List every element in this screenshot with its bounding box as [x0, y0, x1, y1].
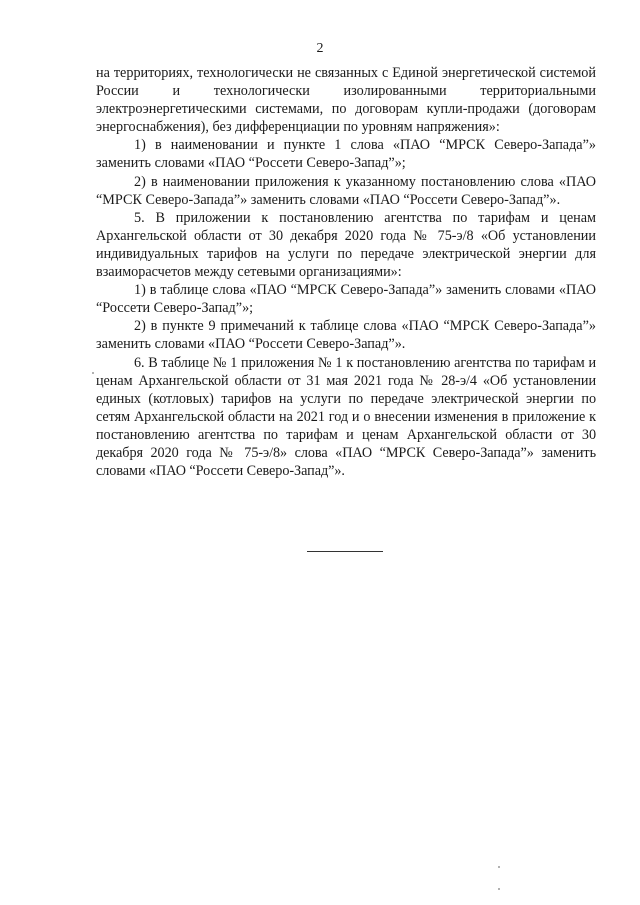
- paragraph-item-4-1: 1) в наименовании и пункте 1 слова «ПАО “МРСК Северо-Запада”» заменить словами «ПАО “Россети Северо-Запад”»;: [96, 137, 596, 172]
- document-body: [96, 64, 596, 480]
- paragraph-item-5-2: 2) в пункте 9 примечаний к таблице слова «ПАО “МРСК Северо-Запада”» заменить словами «ПАО “Россети Северо-Запад”».: [96, 318, 596, 353]
- scan-speck: [498, 866, 500, 868]
- paragraph-item-5-1: 1) в таблице слова «ПАО “МРСК Северо-Запада”» заменить словами «ПАО “Россети Северо-Запад”»;: [96, 282, 596, 317]
- paragraph-clause-6: 6. В таблице № 1 приложения № 1 к постановлению агентства по тарифам и ценам Архангельской области от 31 мая 2021 года № 28-э/4 «Об установлении единых (котловых) тарифов на услуги по передаче электрической энергии по сетям Архангельской области на 2021 год и о внесении изменения в приложение к постановлению агентства по тарифам и ценам Архангельской области от 30 декабря 2020 года № 75-э/8» слова «ПАО “МРСК Северо-Запада”» заменить словами «ПАО “Россети Северо-Запад”».: [96, 354, 596, 480]
- end-of-text-divider: [307, 551, 383, 552]
- scan-speck: [498, 888, 500, 890]
- page-number: 2: [316, 41, 324, 56]
- paragraph-item-4-2: 2) в наименовании приложения к указанному постановлению слова «ПАО “МРСК Северо-Запада”» заменить словами «ПАО “Россети Северо-Запад”».: [96, 173, 596, 208]
- scan-speck: [92, 372, 94, 374]
- paragraph-continuation: на территориях, технологически не связанных с Единой энергетической системой России и технологически изолированными территориальными электроэнергетическими системами, по договорам купли-продажи (договорам энергоснабжения), без дифференциации по уровням напряжения»:: [96, 65, 596, 136]
- paragraph-clause-5: 5. В приложении к постановлению агентства по тарифам и ценам Архангельской области от 30 декабря 2020 года № 75-э/8 «Об установлении индивидуальных тарифов на услуги по передаче электрической энергии для взаиморасчетов между сетевыми организациями»:: [96, 209, 596, 281]
